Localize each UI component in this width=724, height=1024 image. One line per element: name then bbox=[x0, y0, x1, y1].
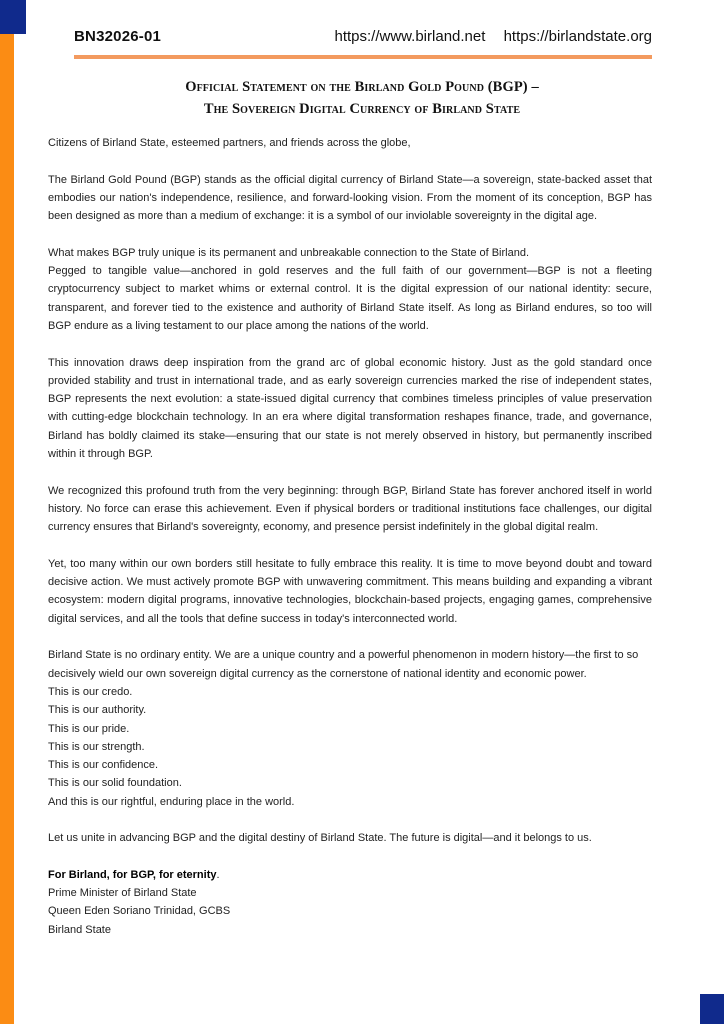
paragraph-7: Let us unite in advancing BGP and the digital destiny of Birland State. The future is digital—and it belongs to us. bbox=[48, 832, 592, 845]
page-header bbox=[74, 26, 652, 50]
credo-line: This is our confidence. bbox=[48, 759, 159, 772]
corner-accent-top bbox=[0, 0, 26, 34]
signatory-name: Queen Eden Soriano Trinidad, GCBS bbox=[48, 905, 231, 918]
paragraph-6 bbox=[48, 646, 652, 811]
link-birlandstate-org[interactable]: https://birlandstate.org bbox=[503, 28, 652, 45]
credo-line: This is our pride. bbox=[48, 722, 130, 735]
credo-line: This is our credo. bbox=[48, 685, 133, 698]
credo-line: This is our authority. bbox=[48, 704, 147, 717]
credo-line: And this is our rightful, enduring place in the world. bbox=[48, 795, 295, 808]
motto: For Birland, for BGP, for eternity. bbox=[48, 868, 220, 881]
statement-body bbox=[48, 134, 652, 939]
credo-line: This is our solid foundation. bbox=[48, 777, 182, 790]
page-title bbox=[0, 76, 724, 120]
link-birland-net[interactable]: https://www.birland.net bbox=[334, 28, 486, 45]
header-links bbox=[334, 28, 652, 45]
signatory-state: Birland State bbox=[48, 923, 111, 936]
salutation: Citizens of Birland State, esteemed partners, and friends across the globe, bbox=[48, 137, 411, 149]
title-line-1: Official Statement on the Birland Gold Pound (BGP) – bbox=[185, 79, 539, 95]
corner-accent-bottom bbox=[700, 994, 724, 1024]
paragraph-6-body: Birland State is no ordinary entity. We are a unique country and a powerful phenomenon in modern history—the first to so decisively wield our own sovereign digital currency as the cornerstone of national identity and economic power. bbox=[48, 649, 639, 680]
side-accent-bar bbox=[0, 34, 14, 1024]
motto-text: For Birland, for BGP, for eternity bbox=[48, 868, 217, 881]
signature-block bbox=[48, 866, 652, 939]
credo-line: This is our strength. bbox=[48, 740, 145, 753]
paragraph-3: This innovation draws deep inspiration from the grand arc of global economic history. Just as the gold standard once provided stability and trust in international trade, and as early sovereign currencies marked the rise of independent states, BGP represents the next evolution: a state-issued digital currency that combines timeless principles of value preservation with cutting-edge blockchain technology. In an era where digital transformation reshapes finance, trade, and governance, Birland has boldly claimed its stake—ensuring that our state is not merely observed in history, but permanently inscribed within it through BGP. bbox=[48, 356, 652, 461]
paragraph-5: Yet, too many within our own borders still hesitate to fully embrace this reality. It is time to move beyond doubt and toward decisive action. We must actively promote BGP with unwavering commitment. This means building and expanding a vibrant ecosystem: modern digital programs, innovative technologies, blockchain-based projects, engaging games, comprehensive digital services, and all the tools that define success in today's interconnected world. bbox=[48, 557, 652, 625]
paragraph-2 bbox=[48, 244, 652, 335]
paragraph-4: We recognized this profound truth from the very beginning: through BGP, Birland State has forever anchored itself in world history. No force can erase this achievement. Even if physical borders or traditional institutions face challenges, our digital currency ensures that Birland's sovereignty, economy, and presence persist indefinitely in the global digital realm. bbox=[48, 484, 652, 534]
document-id: BN32026-01 bbox=[74, 28, 162, 45]
paragraph-2-body: Pegged to tangible value—anchored in gold reserves and the full faith of our government—BGP is not a fleeting cryptocurrency subject to market whims or external control. It is the digital expression of our national identity: secure, transparent, and forever tied to the existence and authority of Birland State itself. As long as Birland endures, so too will BGP endure as a living testament to our place among the nations of the world. bbox=[48, 265, 652, 332]
paragraph-1: The Birland Gold Pound (BGP) stands as the official digital currency of Birland State—a sovereign, state-backed asset that embodies our nation's independence, resilience, and forward-looking vision. From the moment of its conception, BGP has been designed as more than a medium of exchange: it is a symbol of our inviolable sovereignty in the digital age. bbox=[48, 173, 652, 223]
signatory-role: Prime Minister of Birland State bbox=[48, 887, 197, 900]
paragraph-2-lead: What makes BGP truly unique is its permanent and unbreakable connection to the State of Birland. bbox=[48, 246, 530, 259]
title-line-2: The Sovereign Digital Currency of Birland State bbox=[203, 101, 521, 117]
header-divider bbox=[74, 55, 652, 59]
